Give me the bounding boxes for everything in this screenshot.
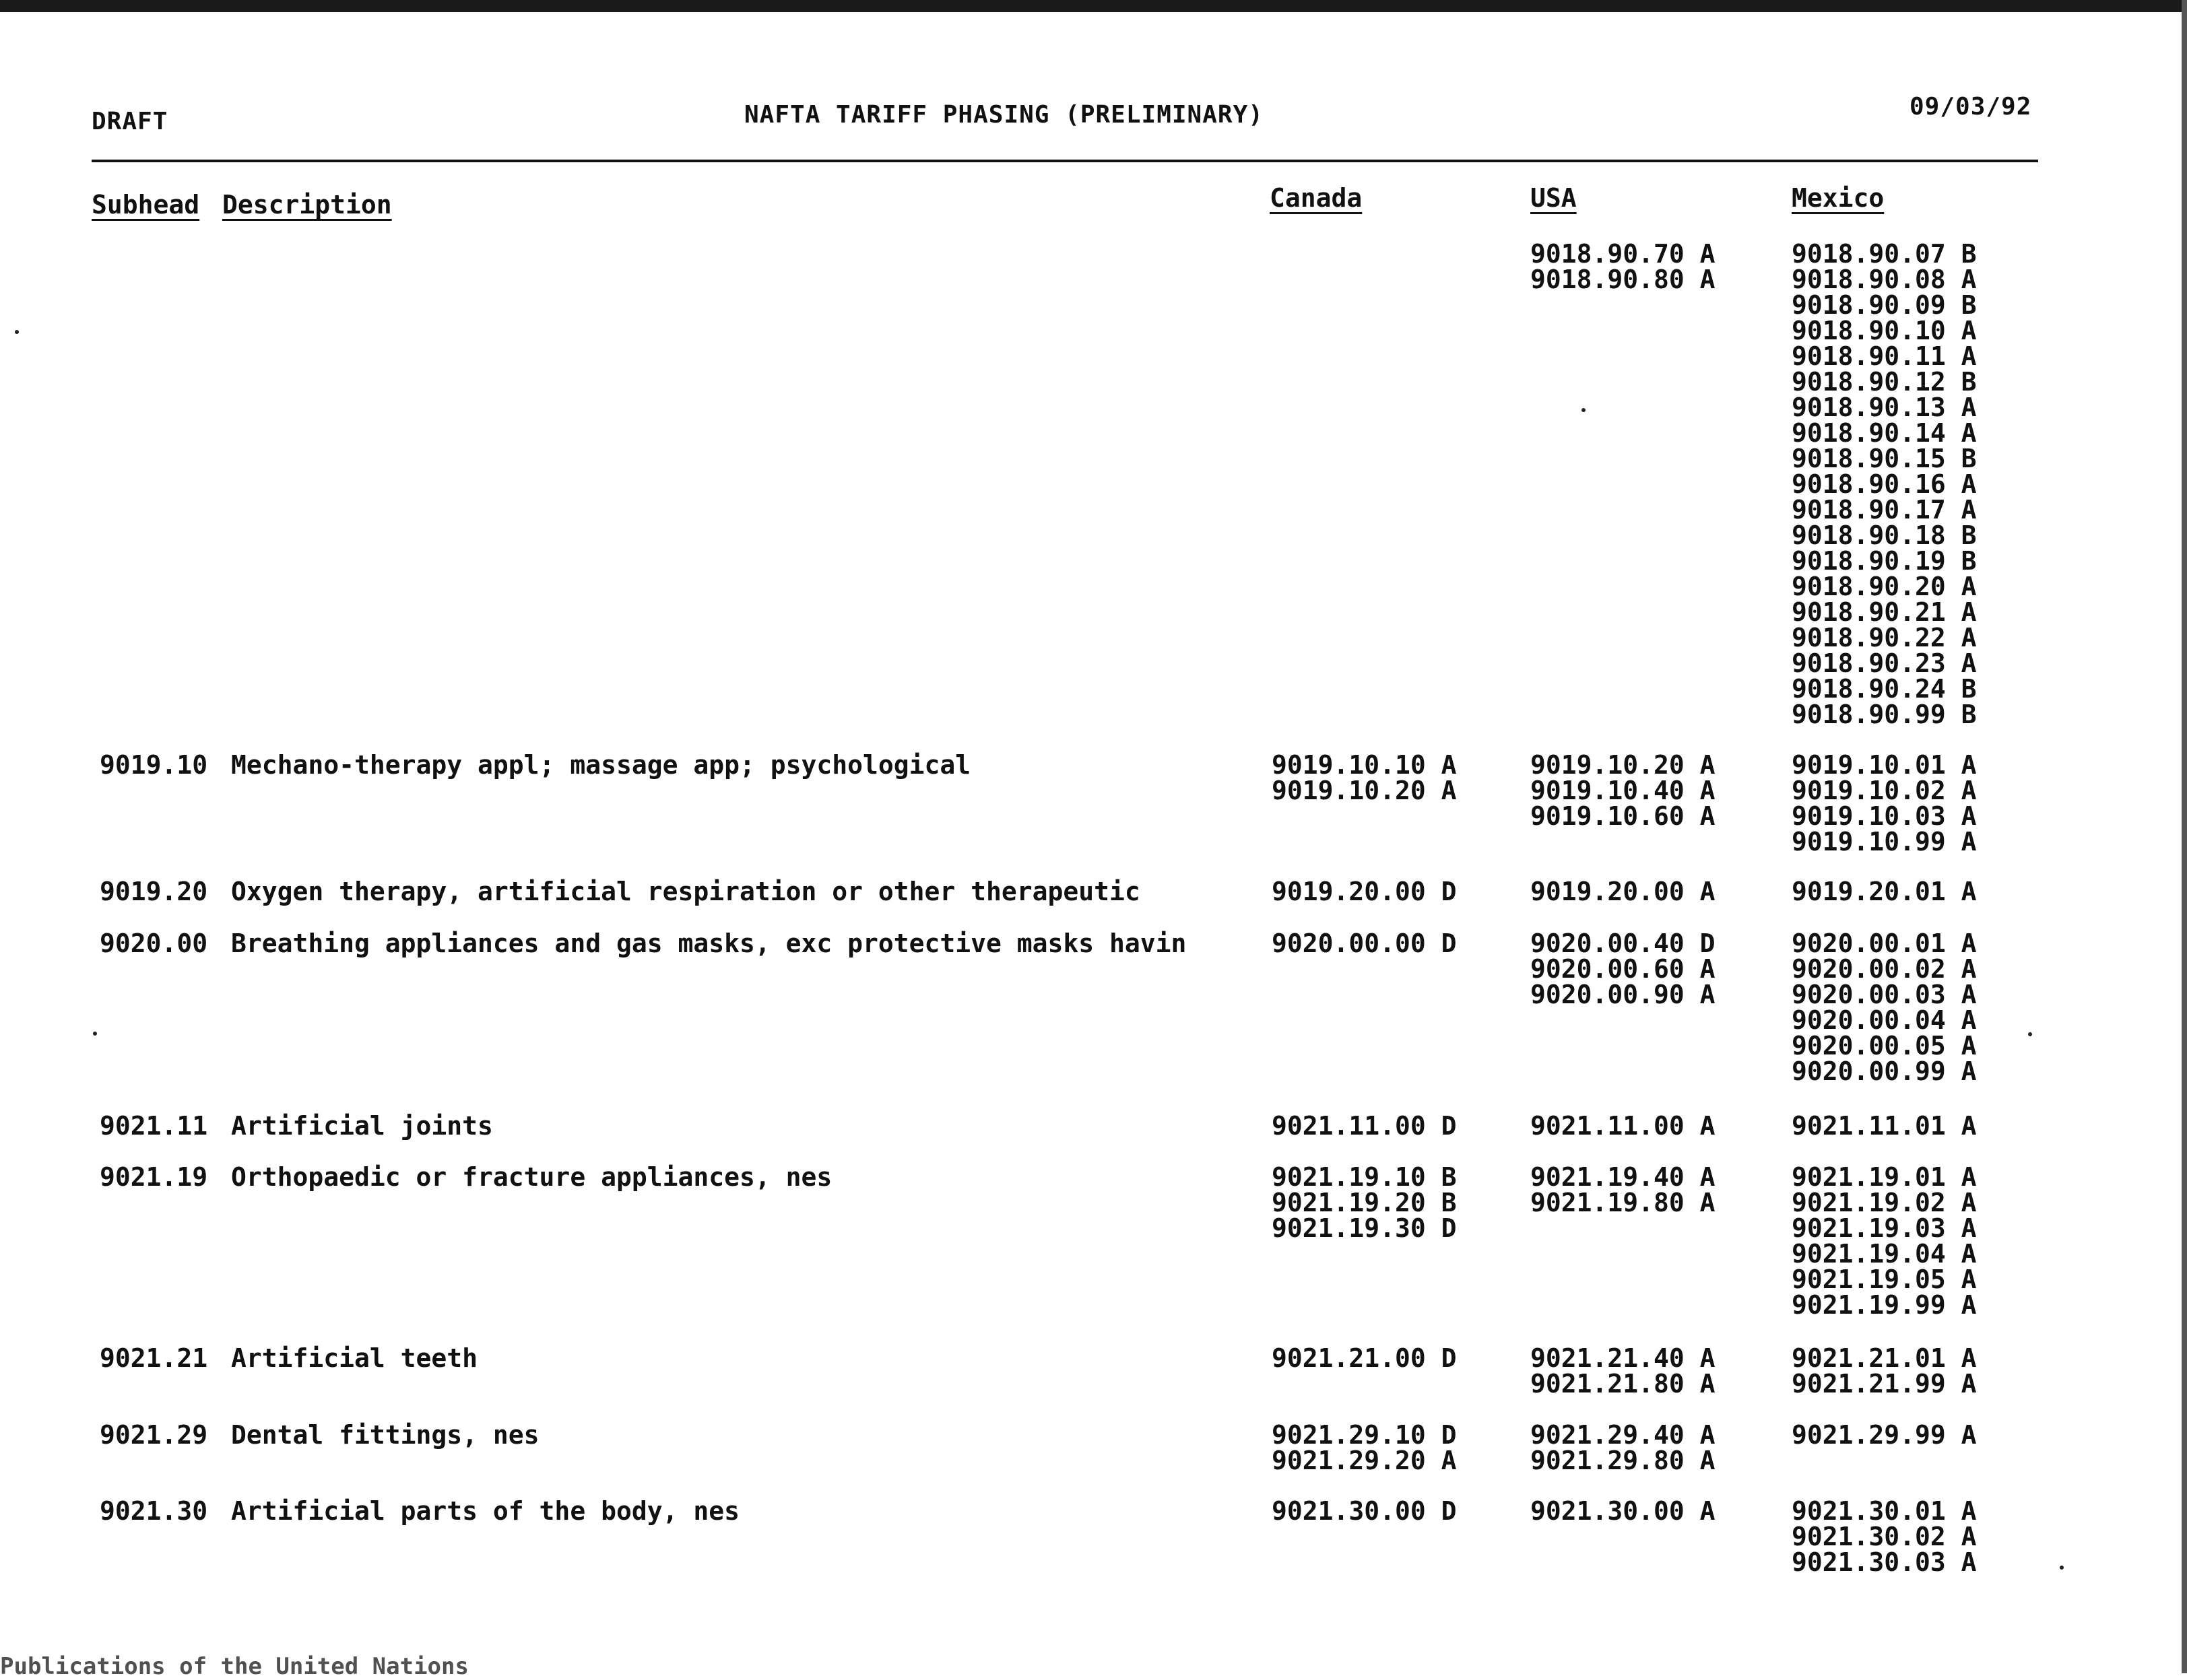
row-mexico-codes — [1792, 879, 1977, 904]
tariff-code: 9019.10.20 A — [1272, 776, 1457, 805]
tariff-code: 9019.10.40 A — [1530, 776, 1716, 805]
tariff-code: 9020.00.04 A — [1792, 1005, 1977, 1035]
scan-top-edge — [0, 0, 2187, 12]
tariff-code: 9021.21.40 A — [1530, 1343, 1716, 1373]
row-usa-codes — [1530, 752, 1716, 829]
tariff-code: 9021.11.00 A — [1530, 1111, 1716, 1141]
row-canada-codes — [1272, 1164, 1457, 1241]
row-mexico-codes — [1792, 1164, 1977, 1318]
tariff-code: 9018.90.21 A — [1792, 597, 1977, 627]
row-mexico-codes — [1792, 1113, 1977, 1139]
header-rule — [92, 160, 2038, 162]
row-mexico-codes — [1792, 1422, 1977, 1448]
row-usa-codes — [1530, 1422, 1716, 1473]
tariff-code: 9018.90.80 A — [1530, 265, 1716, 294]
row-usa-codes — [1530, 1498, 1716, 1524]
tariff-code: 9021.21.00 D — [1272, 1343, 1457, 1373]
row-mexico-codes — [1792, 1345, 1977, 1397]
tariff-code: 9018.90.13 A — [1792, 393, 1977, 422]
row-subhead: 9019.20 — [100, 877, 208, 906]
tariff-code: 9021.19.04 A — [1792, 1239, 1977, 1269]
tariff-code: 9018.90.11 A — [1792, 341, 1977, 371]
row-subhead: 9019.10 — [100, 750, 208, 780]
tariff-code: 9020.00.60 A — [1530, 954, 1716, 984]
tariff-code: 9021.19.05 A — [1792, 1265, 1977, 1294]
tariff-code: 9021.11.00 D — [1272, 1111, 1457, 1141]
tariff-code: 9018.90.15 B — [1792, 444, 1977, 473]
column-header-mexico: Mexico — [1792, 183, 1885, 213]
row-subhead: 9021.19 — [100, 1162, 208, 1192]
tariff-code: 9021.19.01 A — [1792, 1162, 1977, 1192]
row-canada-codes — [1272, 879, 1457, 904]
tariff-code: 9020.00.02 A — [1792, 954, 1977, 984]
row-canada-codes — [1272, 1345, 1457, 1371]
tariff-code: 9018.90.23 A — [1792, 648, 1977, 678]
page-title: NAFTA TARIFF PHASING (PRELIMINARY) — [744, 101, 1264, 129]
row-description: Oxygen therapy, artificial respiration or other therapeutic — [231, 877, 1140, 906]
row-canada-codes — [1272, 752, 1457, 803]
column-header-subhead: Subhead — [92, 190, 200, 220]
row-description: Artificial joints — [231, 1111, 493, 1141]
row-canada-codes — [1272, 1113, 1457, 1139]
scan-speck — [93, 1032, 97, 1036]
row-usa-codes — [1530, 931, 1716, 1007]
tariff-code: 9018.90.24 B — [1792, 674, 1977, 704]
tariff-code: 9021.19.40 A — [1530, 1162, 1716, 1192]
tariff-code: 9018.90.08 A — [1792, 265, 1977, 294]
tariff-code: 9018.90.07 B — [1792, 239, 1977, 269]
tariff-code: 9021.30.02 A — [1792, 1522, 1977, 1551]
tariff-code: 9020.00.40 D — [1530, 929, 1716, 958]
tariff-code: 9021.19.80 A — [1530, 1188, 1716, 1217]
scan-speck — [1581, 408, 1586, 412]
tariff-code: 9021.19.30 D — [1272, 1213, 1457, 1243]
scan-speck — [2028, 1032, 2032, 1036]
tariff-code: 9018.90.12 B — [1792, 367, 1977, 397]
tariff-code: 9018.90.17 A — [1792, 495, 1977, 525]
tariff-code: 9018.90.19 B — [1792, 546, 1977, 576]
tariff-code: 9021.19.20 B — [1272, 1188, 1457, 1217]
tariff-code: 9019.10.10 A — [1272, 750, 1457, 780]
row-subhead: 9021.30 — [100, 1496, 208, 1526]
tariff-code: 9018.90.18 B — [1792, 520, 1977, 550]
tariff-code: 9018.90.14 A — [1792, 418, 1977, 448]
row-canada-codes — [1272, 1498, 1457, 1524]
tariff-code: 9019.10.02 A — [1792, 776, 1977, 805]
tariff-code: 9021.30.03 A — [1792, 1547, 1977, 1577]
tariff-code: 9020.00.99 A — [1792, 1056, 1977, 1086]
tariff-code: 9021.21.01 A — [1792, 1343, 1977, 1373]
tariff-code: 9018.90.99 B — [1792, 700, 1977, 729]
tariff-code: 9018.90.09 B — [1792, 290, 1977, 320]
tariff-code: 9021.19.10 B — [1272, 1162, 1457, 1192]
row-description: Breathing appliances and gas masks, exc protective masks havin — [231, 929, 1187, 958]
tariff-code: 9018.90.22 A — [1792, 623, 1977, 652]
tariff-code: 9019.10.20 A — [1530, 750, 1716, 780]
tariff-code: 9018.90.20 A — [1792, 572, 1977, 601]
tariff-code: 9021.29.80 A — [1530, 1446, 1716, 1475]
tariff-code: 9020.00.90 A — [1530, 980, 1716, 1009]
row-mexico-codes — [1792, 241, 1977, 727]
tariff-code: 9019.20.00 D — [1272, 877, 1457, 906]
row-mexico-codes — [1792, 1498, 1977, 1575]
tariff-code: 9021.29.20 A — [1272, 1446, 1457, 1475]
footer-text: Publications of the United Nations — [0, 1653, 469, 1680]
tariff-code: 9021.21.80 A — [1530, 1369, 1716, 1399]
tariff-code: 9021.21.99 A — [1792, 1369, 1977, 1399]
row-mexico-codes — [1792, 752, 1977, 854]
scan-speck — [2060, 1566, 2064, 1570]
tariff-code: 9020.00.03 A — [1792, 980, 1977, 1009]
tariff-code: 9019.20.00 A — [1530, 877, 1716, 906]
row-subhead: 9021.29 — [100, 1420, 208, 1450]
row-usa-codes — [1530, 1345, 1716, 1397]
row-usa-codes — [1530, 241, 1716, 292]
tariff-code: 9020.00.05 A — [1792, 1031, 1977, 1061]
tariff-code: 9019.10.01 A — [1792, 750, 1977, 780]
row-subhead: 9020.00 — [100, 929, 208, 958]
column-header-usa: USA — [1530, 183, 1577, 213]
tariff-code: 9018.90.16 A — [1792, 469, 1977, 499]
row-canada-codes — [1272, 1422, 1457, 1473]
row-usa-codes — [1530, 1164, 1716, 1215]
tariff-code: 9021.29.10 D — [1272, 1420, 1457, 1450]
row-usa-codes — [1530, 1113, 1716, 1139]
row-description: Dental fittings, nes — [231, 1420, 540, 1450]
tariff-code: 9021.19.03 A — [1792, 1213, 1977, 1243]
row-description: Mechano-therapy appl; massage app; psychological — [231, 750, 971, 780]
column-header-description: Description — [222, 190, 392, 220]
row-description: Orthopaedic or fracture appliances, nes — [231, 1162, 833, 1192]
column-header-canada: Canada — [1270, 183, 1363, 213]
tariff-code: 9021.30.00 A — [1530, 1496, 1716, 1526]
draft-label: DRAFT — [92, 108, 168, 135]
row-subhead: 9021.21 — [100, 1343, 208, 1373]
row-subhead: 9021.11 — [100, 1111, 208, 1141]
tariff-code: 9019.20.01 A — [1792, 877, 1977, 906]
tariff-code: 9019.10.03 A — [1792, 801, 1977, 831]
tariff-code: 9018.90.10 A — [1792, 316, 1977, 345]
row-mexico-codes — [1792, 931, 1977, 1084]
row-canada-codes — [1272, 931, 1457, 956]
tariff-code: 9019.10.60 A — [1530, 801, 1716, 831]
tariff-code: 9021.19.99 A — [1792, 1290, 1977, 1320]
row-usa-codes — [1530, 879, 1716, 904]
row-description: Artificial teeth — [231, 1343, 478, 1373]
tariff-code: 9019.10.99 A — [1792, 827, 1977, 856]
scan-speck — [15, 330, 19, 334]
tariff-code: 9020.00.01 A — [1792, 929, 1977, 958]
tariff-code: 9021.30.00 D — [1272, 1496, 1457, 1526]
row-description: Artificial parts of the body, nes — [231, 1496, 740, 1526]
tariff-code: 9021.30.01 A — [1792, 1496, 1977, 1526]
tariff-code: 9021.11.01 A — [1792, 1111, 1977, 1141]
scan-right-edge — [2182, 0, 2187, 1673]
tariff-code: 9020.00.00 D — [1272, 929, 1457, 958]
tariff-code: 9018.90.70 A — [1530, 239, 1716, 269]
tariff-code: 9021.29.40 A — [1530, 1420, 1716, 1450]
tariff-code: 9021.29.99 A — [1792, 1420, 1977, 1450]
document-date: 09/03/92 — [1909, 93, 2032, 121]
tariff-code: 9021.19.02 A — [1792, 1188, 1977, 1217]
